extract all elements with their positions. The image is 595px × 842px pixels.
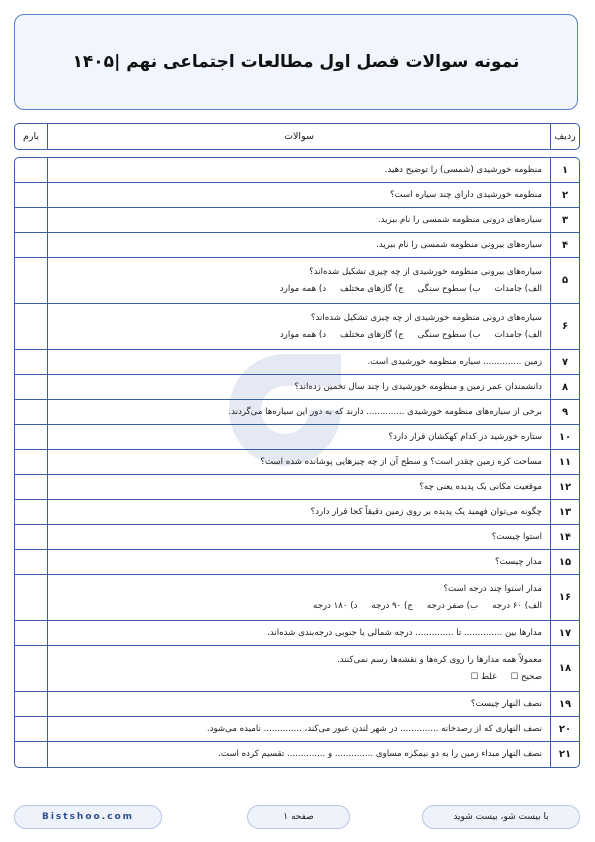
option: الف) ۶۰ درجه bbox=[492, 600, 542, 611]
question-text: نصف النهاری که از رصدخانه .............. در شهر لندن عبور می‌کند، .............. نامیده می‌شود. bbox=[206, 723, 542, 734]
question-text: برخی از سیاره‌های منظومه خورشیدی .............. دارند که به دور این سیاره‌ها می‌گردند. bbox=[228, 406, 542, 417]
question-cell bbox=[47, 304, 550, 349]
question-cell bbox=[47, 183, 550, 207]
header-num: ردیف bbox=[550, 124, 579, 149]
question-number: ۲۱ bbox=[550, 742, 579, 767]
score-cell bbox=[15, 375, 47, 399]
score-cell bbox=[15, 717, 47, 741]
question-text: مدار چیست؟ bbox=[495, 556, 542, 567]
question-text: سیاره‌های بیرونی منظومه خورشیدی از چه چیزی تشکیل شده‌اند؟ bbox=[309, 266, 542, 277]
question-options bbox=[56, 598, 542, 615]
question-number: ۱۲ bbox=[550, 475, 579, 499]
question-cell bbox=[47, 350, 550, 374]
table-row bbox=[15, 525, 579, 550]
question-cell bbox=[47, 742, 550, 767]
question-text: منظومه خورشیدی دارای چند سیاره است؟ bbox=[389, 189, 542, 200]
option: صحیح ☐ bbox=[510, 671, 542, 682]
question-text: معمولاً همه مدارها را روی کره‌ها و نقشه‌ها رسم نمی‌کنند. bbox=[336, 654, 542, 665]
option: ج) گازهای مختلف bbox=[340, 329, 404, 340]
question-cell bbox=[47, 475, 550, 499]
table-row bbox=[15, 450, 579, 475]
question-number: ۱۹ bbox=[550, 692, 579, 716]
table-row bbox=[15, 208, 579, 233]
header-score: بارم bbox=[23, 131, 40, 142]
table-row bbox=[15, 646, 579, 692]
table-row bbox=[15, 717, 579, 742]
question-cell bbox=[47, 717, 550, 741]
question-number: ۱۶ bbox=[550, 575, 579, 620]
table-row bbox=[15, 475, 579, 500]
option: ج) ۹۰ درجه bbox=[371, 600, 413, 611]
score-cell bbox=[15, 500, 47, 524]
option: د) ۱۸۰ درجه bbox=[312, 600, 358, 611]
question-number: ۱۳ bbox=[550, 500, 579, 524]
question-number: ۳ bbox=[550, 208, 579, 232]
question-text: مدارها بین .............. تا .............. درجه شمالی یا جنوبی درجه‌بندی شده‌اند. bbox=[267, 627, 542, 638]
question-number: ۱۴ bbox=[550, 525, 579, 549]
table-row bbox=[15, 375, 579, 400]
table-row bbox=[15, 742, 579, 767]
score-cell bbox=[15, 304, 47, 349]
question-cell bbox=[47, 646, 550, 691]
question-number: ۷ bbox=[550, 350, 579, 374]
question-cell bbox=[47, 575, 550, 620]
option: د) همه موارد bbox=[279, 329, 327, 340]
question-text: چگونه می‌توان فهمید یک پدیده بر روی زمین دقیقاً کجا قرار دارد؟ bbox=[310, 506, 542, 517]
score-cell bbox=[15, 208, 47, 232]
table-row bbox=[15, 692, 579, 717]
question-text: سیاره‌های بیرونی منظومه شمسی را نام ببرید. bbox=[376, 239, 542, 250]
question-cell bbox=[47, 500, 550, 524]
option: د) همه موارد bbox=[279, 283, 327, 294]
question-number: ۲۰ bbox=[550, 717, 579, 741]
question-cell bbox=[47, 208, 550, 232]
question-cell bbox=[47, 692, 550, 716]
question-cell bbox=[47, 400, 550, 424]
score-cell bbox=[15, 450, 47, 474]
question-cell bbox=[47, 233, 550, 257]
table-row bbox=[15, 425, 579, 450]
table-row bbox=[15, 258, 579, 304]
question-number: ۵ bbox=[550, 258, 579, 303]
table-header bbox=[14, 123, 580, 150]
score-cell bbox=[15, 742, 47, 767]
question-number: ۱۵ bbox=[550, 550, 579, 574]
option: غلط ☐ bbox=[470, 671, 497, 682]
question-options bbox=[56, 281, 542, 298]
score-cell bbox=[15, 525, 47, 549]
table-row bbox=[15, 621, 579, 646]
question-number: ۸ bbox=[550, 375, 579, 399]
option: الف) جامدات bbox=[494, 329, 542, 340]
question-number: ۱۱ bbox=[550, 450, 579, 474]
question-number: ۶ bbox=[550, 304, 579, 349]
table-row bbox=[15, 350, 579, 375]
score-cell bbox=[15, 646, 47, 691]
table-row bbox=[15, 158, 579, 183]
option: ب) صفر درجه bbox=[426, 600, 479, 611]
table-row bbox=[15, 400, 579, 425]
question-text: منظومه خورشیدی (شمسی) را توضیح دهید. bbox=[384, 164, 542, 175]
question-number: ۴ bbox=[550, 233, 579, 257]
question-cell bbox=[47, 158, 550, 182]
table-row bbox=[15, 304, 579, 350]
score-cell bbox=[15, 621, 47, 645]
title-box bbox=[14, 14, 578, 110]
score-cell bbox=[15, 475, 47, 499]
question-text: استوا چیست؟ bbox=[491, 531, 542, 542]
score-cell bbox=[15, 158, 47, 182]
question-options bbox=[56, 669, 542, 686]
question-number: ۱۰ bbox=[550, 425, 579, 449]
header-question: سوالات bbox=[47, 124, 550, 149]
question-cell bbox=[47, 525, 550, 549]
question-text: موقعیت مکانی یک پدیده یعنی چه؟ bbox=[419, 481, 542, 492]
score-cell bbox=[15, 425, 47, 449]
footer-slogan: با بیست شو، بیست شوید bbox=[422, 805, 580, 829]
score-cell bbox=[15, 692, 47, 716]
question-text: مساحت کره زمین چقدر است؟ و سطح آن از چه چیزهایی پوشانده شده است؟ bbox=[260, 456, 542, 467]
question-text: نصف النهار چیست؟ bbox=[470, 698, 542, 709]
score-cell bbox=[15, 400, 47, 424]
question-text: دانشمندان عمر زمین و منظومه خورشیدی را چند سال تخمین زده‌اند؟ bbox=[294, 381, 542, 392]
table-row bbox=[15, 550, 579, 575]
question-options bbox=[56, 327, 542, 344]
question-cell bbox=[47, 375, 550, 399]
question-text: نصف النهار مبداء زمین را به دو نیمکره مساوی .............. و .............. تقسیم کرده است. bbox=[218, 749, 542, 759]
footer-site[interactable]: Bistshoo.com bbox=[14, 805, 162, 829]
question-text: مدار استوا چند درجه است؟ bbox=[443, 583, 542, 594]
score-cell bbox=[15, 258, 47, 303]
option: ج) گازهای مختلف bbox=[340, 283, 404, 294]
score-cell bbox=[15, 183, 47, 207]
question-text: ستاره خورشید در کدام کهکشان قرار دارد؟ bbox=[388, 431, 542, 442]
question-number: ۲ bbox=[550, 183, 579, 207]
questions-table bbox=[14, 157, 580, 768]
question-number: ۹ bbox=[550, 400, 579, 424]
question-number: ۱ bbox=[550, 158, 579, 182]
question-number: ۱۸ bbox=[550, 646, 579, 691]
question-text: زمین .............. سیاره منظومه خورشیدی است. bbox=[367, 356, 542, 367]
score-cell bbox=[15, 550, 47, 574]
option: ب) سطوح سنگی bbox=[417, 283, 481, 294]
table-row bbox=[15, 575, 579, 621]
table-row bbox=[15, 183, 579, 208]
table-row bbox=[15, 233, 579, 258]
score-cell bbox=[15, 350, 47, 374]
table-row bbox=[15, 500, 579, 525]
footer-page: صفحه ۱ bbox=[247, 805, 350, 829]
question-cell bbox=[47, 550, 550, 574]
option: الف) جامدات bbox=[494, 283, 542, 294]
question-text: سیاره‌های درونی منظومه شمسی را نام ببرید. bbox=[377, 214, 542, 225]
question-cell bbox=[47, 450, 550, 474]
question-cell bbox=[47, 258, 550, 303]
page-title: نمونه سوالات فصل اول مطالعات اجتماعی نهم |۱۴۰۵ bbox=[72, 52, 520, 72]
question-cell bbox=[47, 425, 550, 449]
question-text: سیاره‌های درونی منظومه خورشیدی از چه چیزی تشکیل شده‌اند؟ bbox=[310, 312, 542, 323]
score-cell bbox=[15, 233, 47, 257]
question-cell bbox=[47, 621, 550, 645]
question-number: ۱۷ bbox=[550, 621, 579, 645]
score-cell bbox=[15, 575, 47, 620]
option: ب) سطوح سنگی bbox=[417, 329, 481, 340]
